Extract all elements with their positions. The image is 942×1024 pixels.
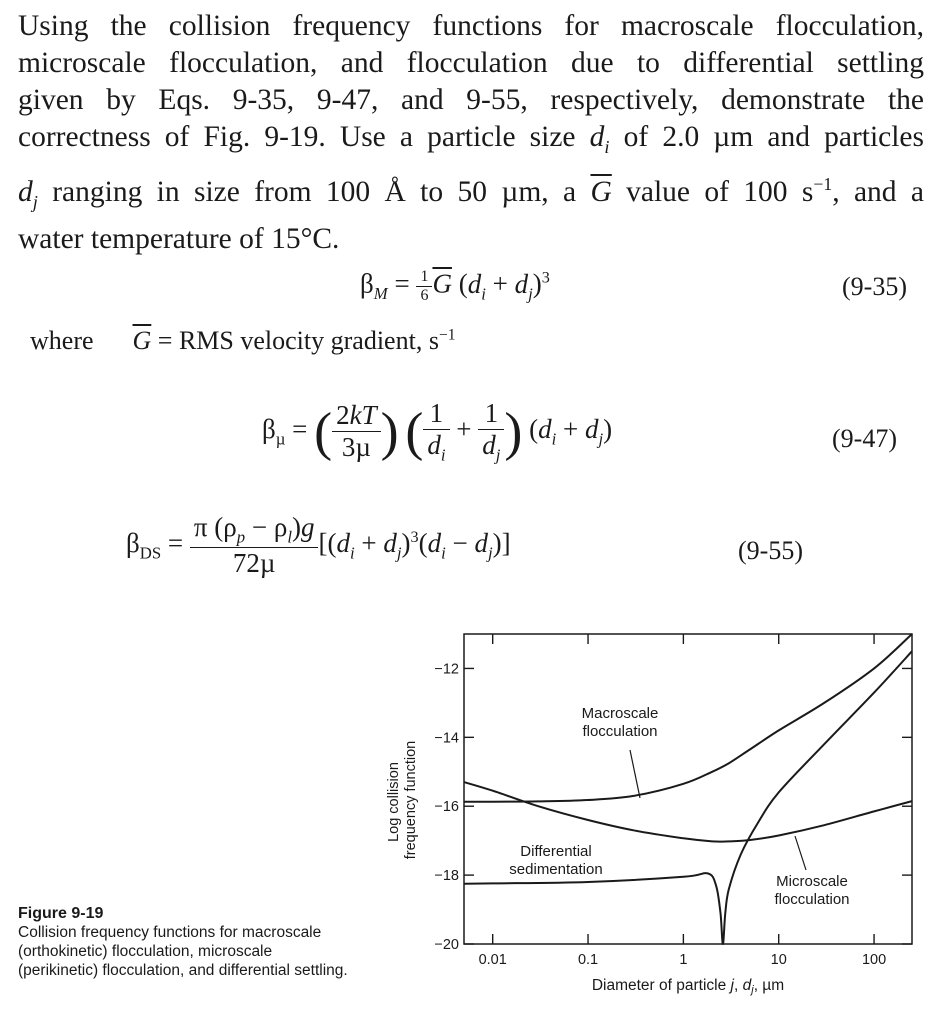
where-label: where (30, 326, 94, 355)
x-tick-label: 1 (679, 952, 688, 968)
x-tick-label: 0.1 (577, 952, 599, 968)
where-definition: where $\overline{G}$ = RMS velocity gradient, $s^{-1}$ (30, 326, 456, 355)
problem-line-1: Using the collision frequency functions for macroscale flocculation, (18, 10, 924, 42)
annotation-label: Microscale flocculation (774, 873, 850, 908)
problem-line-6: water temperature of 15°C. (18, 222, 340, 255)
annotation-leader (630, 750, 640, 798)
y-tick-label: −20 (434, 937, 459, 953)
problem-line-5: $d_j$ ranging in size from 100 Å to 50 µm, a $\overline{G}$ value of 100 $s^{-1}$, and a (18, 173, 925, 212)
y-tick-label: −16 (434, 799, 459, 816)
figure-caption-title: Figure 9-19 (18, 905, 104, 922)
annotation-label: Macroscale flocculation (581, 705, 659, 740)
x-tick-label: 0.01 (478, 952, 507, 968)
annotation-leader (795, 836, 806, 870)
figure-caption-text: Collision frequency functions for macroscale (orthokinetic) flocculation, microscale (perikinetic) flocculation, and differential settling. (18, 924, 348, 979)
equation-9-35: $\beta_M$ = $\frac{1}{6}$ $\overline{G}$ $(d_i + d_j)^3$ (360, 268, 550, 304)
equation-number-9-55: (9-55) (738, 536, 803, 565)
x-axis-label: Diameter of particle j, dj, µm (591, 977, 785, 996)
y-tick-label: −12 (434, 661, 459, 678)
problem-line-3: given by Eqs. 9-35, 9-47, and 9-55, respectively, demonstrate the (18, 84, 924, 116)
y-tick-label: −14 (434, 730, 459, 747)
problem-line-4a: correctness of Fig. 9-19. Use a particle size (18, 121, 576, 153)
annotation-label: Differential sedimentation (509, 843, 603, 878)
equation-9-47: $\beta_\mu$ = ( $\frac{2kT}{\text{3µ}}$ ) ( $\frac{1}{d_i}$ + $\frac{1}{d_j}$ ) $(d_i + d_j)$ (262, 398, 613, 465)
di-value: of 2.0 µm and particles (623, 121, 924, 153)
problem-line-5a: ranging in size from 100 Å to 50 µm, a (52, 175, 577, 208)
equation-number-9-35: (9-35) (842, 272, 907, 301)
problem-line-2: microscale flocculation, and flocculation due to differential settling (18, 47, 924, 79)
g-value: value of 100 s (626, 175, 814, 208)
x-tick-label: 100 (861, 952, 887, 968)
where-text: = RMS velocity gradient, s (157, 326, 439, 355)
g-tail: , and a (832, 175, 925, 208)
equation-number-9-47: (9-47) (832, 424, 897, 453)
macroscale-curve (464, 634, 912, 802)
y-tick-label: −18 (434, 868, 459, 885)
equation-9-55: $\beta_{DS}$ = $\frac{\pi (\rho_p - \rho_l)g}{\text{72µ}}$ $[(d_i + d_j)^3(d_i - d_j)]$ (126, 512, 511, 579)
microscale-curve (464, 782, 912, 842)
y-axis-label: Log collision frequency function (386, 740, 419, 860)
x-tick-label: 10 (770, 952, 787, 968)
problem-line-4: correctness of Fig. 9-19. Use a particle size $d_i$ of 2.0 µm and particles (18, 121, 924, 157)
